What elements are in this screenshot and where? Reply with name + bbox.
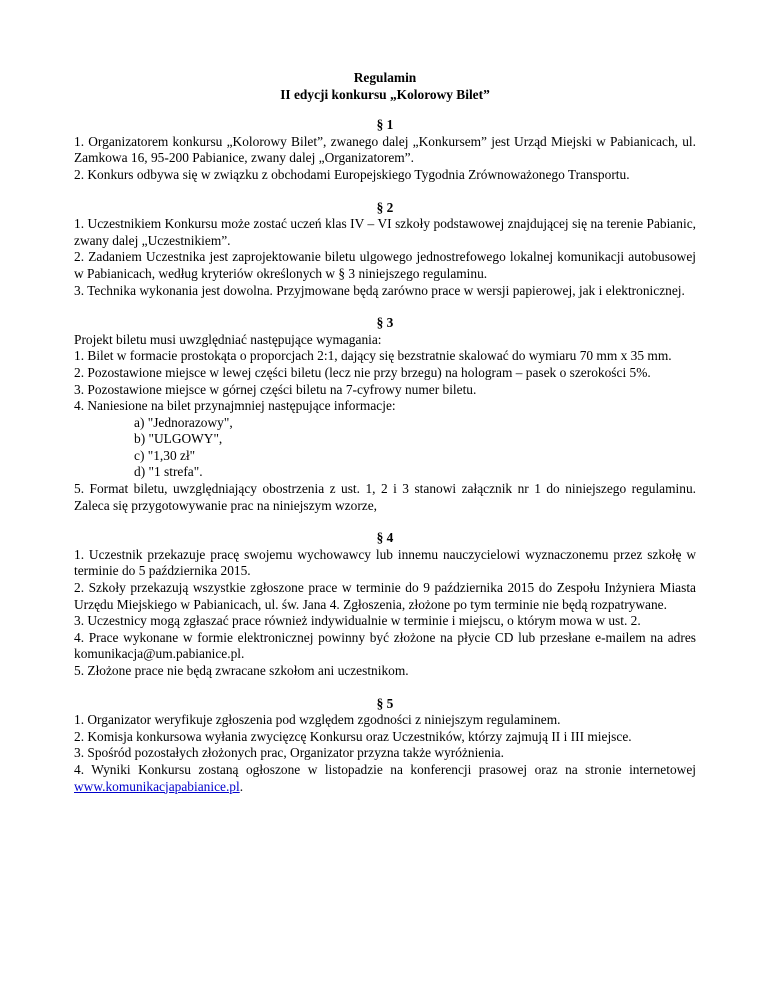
section-4-paragraph-1: 1. Uczestnik przekazuje pracę swojemu wychowawcy lub innemu nauczycielowi wyznaczonemu przez szkołę w terminie do 5 października 2015. (74, 546, 696, 579)
section-5-paragraph-3: 3. Spośród pozostałych złożonych prac, Organizator przyzna także wyróżnienia. (74, 745, 504, 761)
section-5-paragraph-4 (74, 762, 696, 795)
section-4-paragraph-3: 3. Uczestnicy mogą zgłaszać prace również indywidualnie w terminie i miejscu, o którym mowa w ust. 2. (74, 613, 641, 629)
section-1-paragraph-2: 2. Konkurs odbywa się w związku z obchodami Europejskiego Tygodnia Zrównoważonego Transportu. (74, 166, 630, 182)
section-1-paragraph-1: 1. Organizatorem konkursu „Kolorowy Bilet”, zwanego dalej „Konkursem” jest Urząd Miejski w Pabianicach, ul. Zamkowa 16, 95-200 Pabianice, zwany dalej „Organizatorem”. (74, 133, 696, 166)
section-4-paragraph-2: 2. Szkoły przekazują wszystkie zgłoszone prace w terminie do 9 października 2015 do Zespołu Inżyniera Miasta Urzędu Miejskiego w Pabianicach, ul. św. Jana 4. Zgłoszenia, złożone po tym terminie nie będą rozpatrywane. (74, 580, 696, 612)
section-4-paragraph-5: 5. Złożone prace nie będą zwracane szkołom ani uczestnikom. (74, 663, 409, 678)
section-3-list-item: c) "1,30 zł" (134, 447, 196, 463)
section-2-heading: § 2 (376, 199, 394, 215)
section-2-paragraph-1: 1. Uczestnikiem Konkursu może zostać uczeń klas IV – VI szkoły podstawowej znajdującej się na terenie Pabianic, zwany dalej „Uczestnikiem”. (74, 216, 696, 248)
section-5-heading: § 5 (376, 695, 394, 711)
section-3-list-item: d) "1 strefa". (134, 464, 203, 480)
document-page (74, 70, 696, 795)
title-line-2: II edycji konkursu „Kolorowy Bilet” (280, 86, 490, 102)
section-3-intro: Projekt biletu musi uwzględniać następujące wymagania: (74, 331, 382, 347)
section-5-paragraph-4-text: 4. Wyniki Konkursu zostaną ogłoszone w listopadzie na konferencji prasowej oraz na stronie internetowej (74, 761, 696, 777)
section-5-paragraph-1: 1. Organizator weryfikuje zgłoszenia pod względem zgodności z niniejszym regulaminem. (74, 712, 561, 728)
website-link[interactable]: www.komunikacjapabianice.pl (74, 778, 240, 794)
section-3-list-item: b) "ULGOWY", (134, 431, 223, 447)
section-2-paragraph-3: 3. Technika wykonania jest dowolna. Przyjmowane będą zarówno prace w wersji papierowej, jak i elektronicznej. (74, 282, 685, 298)
section-2-paragraph-2: 2. Zadaniem Uczestnika jest zaprojektowanie biletu ulgowego jednostrefowego lokalnej komunikacji autobusowej w Pabianicach, według kryteriów określonych w § 3 niniejszego regulaminu. (74, 249, 696, 281)
section-4-heading: § 4 (376, 530, 394, 546)
section-3-paragraph-4: 4. Naniesione na bilet przynajmniej następujące informacje: (74, 398, 396, 414)
document-title (74, 70, 696, 103)
section-3-list-item: a) "Jednorazowy", (134, 414, 233, 430)
title-line-1: Regulamin (353, 70, 417, 85)
section-3-heading: § 3 (376, 315, 394, 331)
section-5-paragraph-4-end: . (239, 778, 244, 794)
section-5-paragraph-2: 2. Komisja konkursowa wyłania zwycięzcę Konkursu oraz Uczestników, którzy zajmują II i III miejsce. (74, 728, 632, 744)
section-3-paragraph-2: 2. Pozostawione miejsce w lewej części biletu (lecz nie przy brzegu) na hologram – pasek o szerokości 5%. (74, 364, 651, 380)
section-3-paragraph-3: 3. Pozostawione miejsce w górnej części biletu na 7-cyfrowy numer biletu. (74, 381, 477, 397)
section-4-paragraph-4: 4. Prace wykonane w formie elektronicznej powinny być złożone na płycie CD lub przesłane e-mailem na adres komunikacja@um.pabianice.pl. (74, 629, 696, 662)
section-3-paragraph-5: 5. Format biletu, uwzględniający obostrzenia z ust. 1, 2 i 3 stanowi załącznik nr 1 do niniejszego regulaminu. Zaleca się przygotowywanie prac na niniejszym wzorze, (74, 481, 696, 513)
section-3-paragraph-1: 1. Bilet w formacie prostokąta o proporcjach 2:1, dający się bezstratnie skalować do wymiaru 70 mm x 35 mm. (74, 348, 672, 364)
section-1-heading: § 1 (376, 117, 394, 133)
